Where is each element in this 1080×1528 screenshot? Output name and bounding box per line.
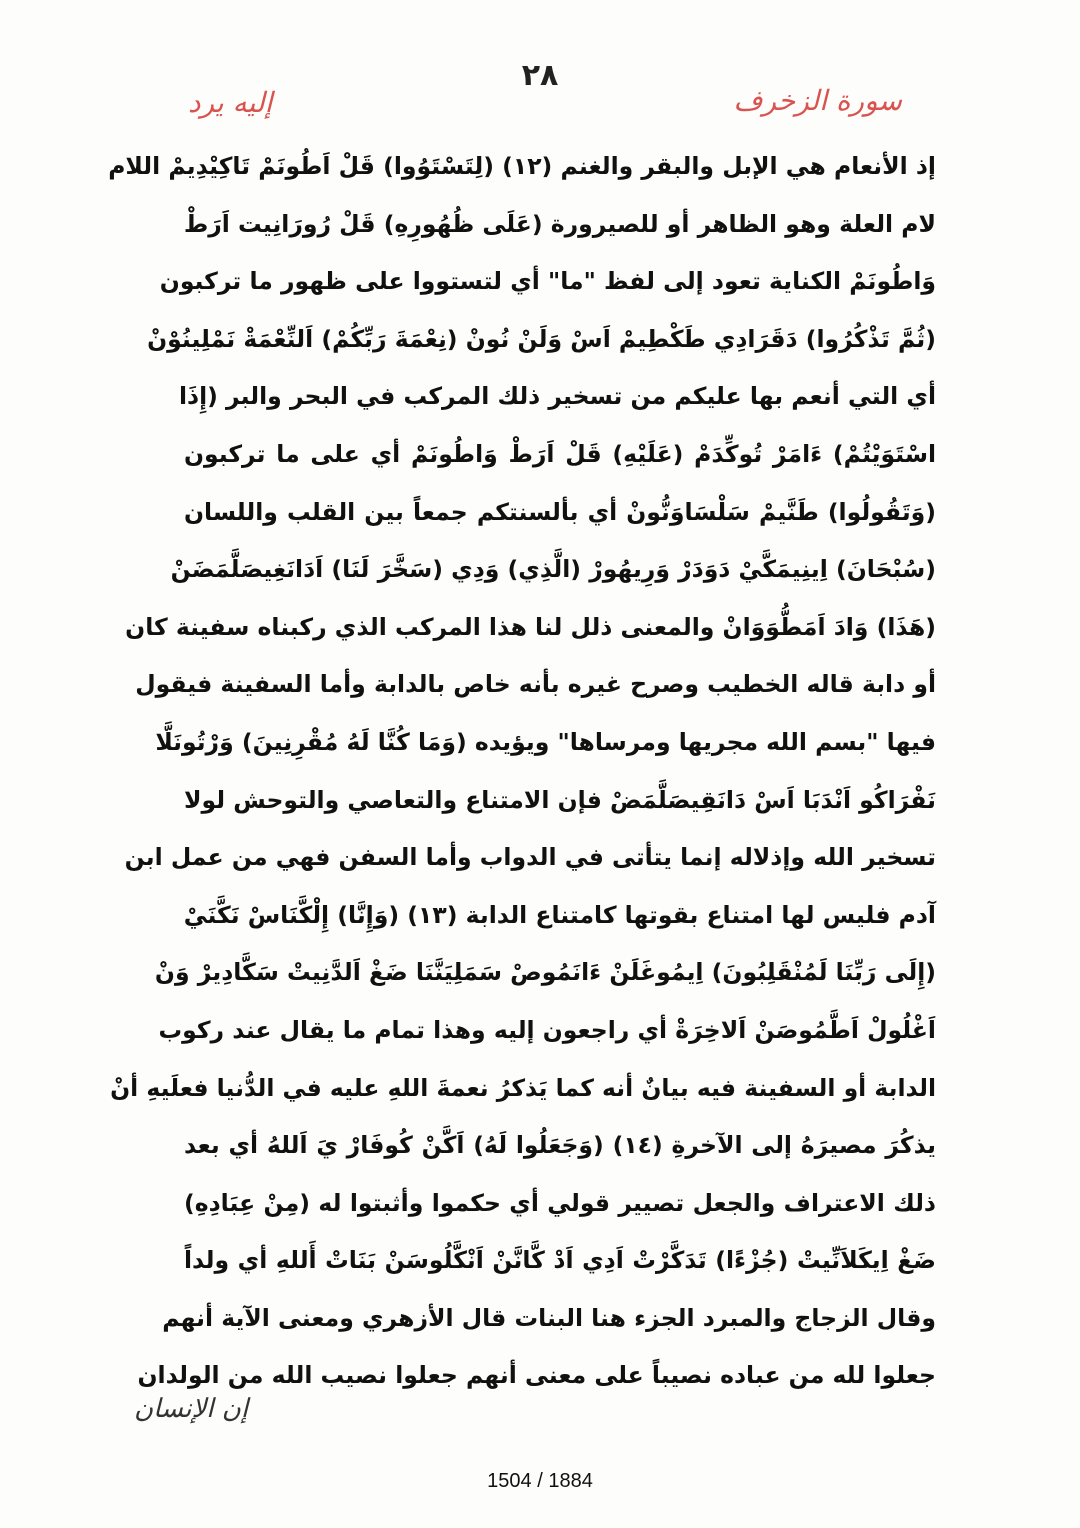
text-line: نَفْرَاكُو اَنْدَبَا اَسْ دَانَقِيصَلَّمَضْ فإن الامتناع والتعاصي والتوحش لولا xyxy=(184,785,936,814)
pagination-indicator: 1504 / 1884 xyxy=(487,1470,593,1492)
text-line: وقال الزجاج والمبرد الجزء هنا البنات قال الأزهري ومعنى الآية أنهم xyxy=(162,1303,936,1332)
text-line: (ثُمَّ تَذْكُرُوا) دَقَرَادِي طَكْطِيمْ اَسْ وَلَنْ نُونْ (نِعْمَةَ رَبِّكُمْ) اَلنِّعْمَةْ نَمْلِينُوْنْ xyxy=(147,324,936,353)
text-line: (وَتَقُولُوا) طَنَّيمْ سَلْسَاوَنُّونْ أي بألسنتكم جمعاً بين القلب واللسان xyxy=(184,497,936,526)
text-line: ضَغْ اِيكَلاَنِّيتْ (جُزْءًا) تَدَكَّرْتْ اَدِي اَدْ كَّانَّنْ اَنْكَّلُوسَنْ بَنَاتْ أَللهِ أي ولداً xyxy=(184,1246,936,1275)
text-line: فيها "بسم الله مجريها ومرساها" ويؤيده (وَمَا كُنَّا لَهُ مُقْرِنِينَ) وَرْتُونَلَّا xyxy=(155,727,936,756)
handwritten-footer-note: إن الإنسان xyxy=(134,1394,249,1424)
text-line: (هَذَا) وَادَ اَمَطُّوَوَانْ والمعنى ذلل لنا هذا المركب الذي ركبناه سفينة كان xyxy=(125,612,936,641)
text-line: (سُبْحَانَ) اِينِيمَكَّيْ دَوَدَرْ وَرِيهُورْ (الَّذِي) وَدِي (سَخَّرَ لَنَا) اَدَانَغِيصَلَّمَضَنْ xyxy=(170,555,936,584)
text-line: اَغْلُولْ اَطَّمُوصَنْ اَلاخِرَةْ أي راجعون إليه وهذا تمام ما يقال عند ركوب xyxy=(158,1015,936,1044)
text-line: جعلوا لله من عباده نصيباً على معنى أنهم جعلوا نصيب الله من الولدان xyxy=(137,1361,936,1390)
text-line: (إِلَى رَبِّنَا لَمُنْقَلِبُونَ) اِيمُوغَلَنْ ءَانَمُوصْ سَمَلِيَنَّنَا ضَغْ اَلدَّنِيتْ سَكَّادِيرْ وَنْ xyxy=(154,958,936,987)
page-number: ٢٨ xyxy=(521,58,559,93)
text-line: إذ الأنعام هي الإبل والبقر والغنم (١٢) (لِتَسْتَوُوا) قَلْ اَطُونَمْ تَاكِيْدِيمْ اللام xyxy=(108,152,936,180)
text-line: آدم فليس لها امتناع بقوتها كامتناع الدابة (١٣) (وَإِنَّا) إِلْكَّنَاسْ نَكَّنَيْ xyxy=(183,900,936,929)
text-line: ذلك الاعتراف والجعل تصيير قولي أي حكموا وأثبتوا له (مِنْ عِبَادِهِ) xyxy=(184,1188,936,1217)
text-line: يذكُرَ مصيرَهُ إلى الآخرةِ (١٤) (وَجَعَلُوا لَهُ) اَكَّنْ كُوفَارْ يَ اَللهُ أي بعد xyxy=(184,1131,936,1160)
body-text xyxy=(108,138,936,1405)
text-line: الدابة أو السفينة فيه بيانٌ أنه كما يَذكرُ نعمةَ اللهِ عليه في الدُّنيا فعلَيهِ أنْ xyxy=(110,1073,936,1102)
handwritten-margin-note: إليه يرد xyxy=(188,86,273,119)
text-line: اسْتَوَيْتُمْ) ءَامَرْ تُوكِّدَمْ (عَلَيْهِ) قَلْ اَرَطْ وَاطُونَمْ أي على ما تركبون xyxy=(184,439,936,468)
text-line: تسخير الله وإذلاله إنما يتأتى في الدواب وأما السفن فهي من عمل ابن xyxy=(124,843,936,872)
text-line: وَاطُونَمْ الكناية تعود إلى لفظ "ما" أي لتستووا على ظهور ما تركبون xyxy=(159,267,936,296)
text-line: لام العلة وهو الظاهر أو للصيرورة (عَلَى ظُهُورِهِ) قَلْ رُورَانِيت اَرَطْ xyxy=(183,209,936,238)
text-line: أو دابة قاله الخطيب وصرح غيره بأنه خاص بالدابة وأما السفينة فيقول xyxy=(135,670,936,699)
handwritten-surah-note: سورة الزخرف xyxy=(733,84,902,117)
text-line: أي التي أنعم بها عليكم من تسخير ذلك المركب في البحر والبر (إِذَا xyxy=(178,382,936,411)
